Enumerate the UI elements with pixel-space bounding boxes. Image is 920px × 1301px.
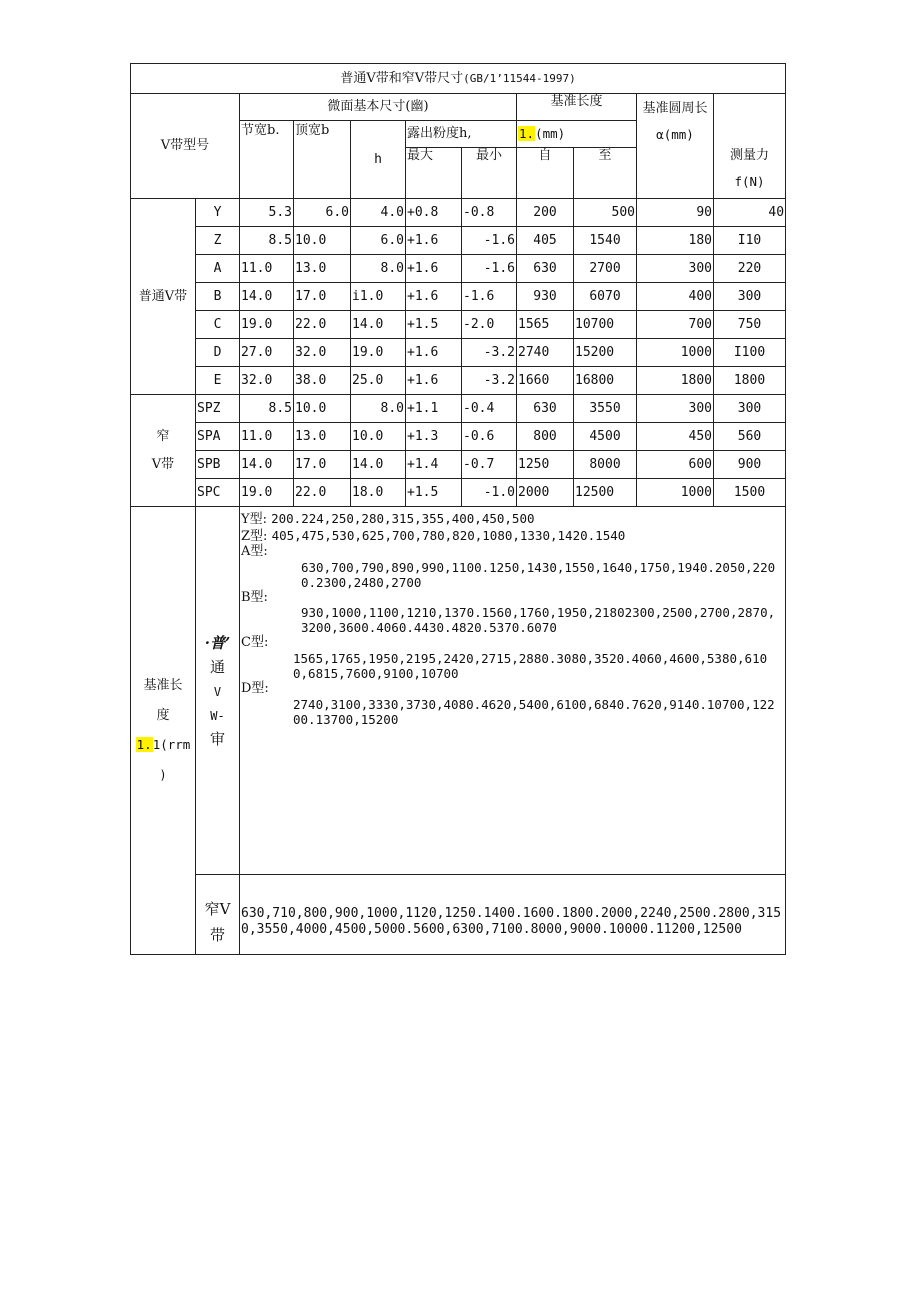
title-text: 普通V带和窄V带尺寸 — [340, 70, 464, 86]
force-value: 900 — [714, 451, 786, 479]
height-value: i1.0 — [351, 283, 406, 311]
exposure-min-value: -0.7 — [462, 451, 517, 479]
force-value: I10 — [714, 227, 786, 255]
circumference-value: 1000 — [637, 339, 714, 367]
top-width-value: 6.0 — [294, 199, 351, 227]
circumference-value: 90 — [637, 199, 714, 227]
top-width-value: 17.0 — [294, 451, 351, 479]
narrow-belt-label — [131, 395, 196, 507]
exposure-min-value: -0.6 — [462, 423, 517, 451]
pitch-width-value: 8.5 — [240, 395, 294, 423]
length-to-value: 500 — [574, 199, 637, 227]
pitch-width-value: 11.0 — [240, 423, 294, 451]
z-series — [241, 528, 781, 545]
length-to-value: 8000 — [574, 451, 637, 479]
exposure-max-value: +0.8 — [406, 199, 462, 227]
length-to-value: 15200 — [574, 339, 637, 367]
length-to-value: 2700 — [574, 255, 637, 283]
exposure-max-value: +1.5 — [406, 479, 462, 507]
exposure-min-value: -0.8 — [462, 199, 517, 227]
force-label: 测量力 — [730, 148, 770, 163]
circumference-unit: α(mm) — [656, 127, 694, 142]
length-unit — [136, 738, 191, 752]
a-series-label: A型: — [241, 544, 268, 560]
length-series-label — [131, 507, 196, 955]
height-value: 14.0 — [351, 311, 406, 339]
force-value: I100 — [714, 339, 786, 367]
belt-model: B — [196, 283, 240, 311]
length-from-value: 630 — [517, 255, 574, 283]
top-width-value: 22.0 — [294, 479, 351, 507]
title-standard: (GB/1’11544-1997) — [463, 71, 576, 85]
datum-length-label: 基准长度 — [550, 94, 603, 109]
c-series-label: C型: — [241, 635, 269, 651]
table-row — [131, 227, 786, 255]
height-value: 8.0 — [351, 395, 406, 423]
length-series-narrow-row — [131, 875, 786, 955]
header-section-dimensions: 微面基本尺寸(幽) — [240, 94, 517, 121]
table-row — [131, 367, 786, 395]
force-value: 300 — [714, 395, 786, 423]
height-value: 19.0 — [351, 339, 406, 367]
exposure-min-value: -2.0 — [462, 311, 517, 339]
force-value: 1800 — [714, 367, 786, 395]
exposure-max-value: +1.6 — [406, 255, 462, 283]
belt-model: C — [196, 311, 240, 339]
exposure-max-value: +1.3 — [406, 423, 462, 451]
length-from-value: 2000 — [517, 479, 574, 507]
table-row — [131, 395, 786, 423]
ordinary-series-line5: 审 — [209, 729, 225, 748]
exposure-max-value: +1.6 — [406, 283, 462, 311]
header-max: 最大 — [406, 148, 462, 199]
table-row — [131, 339, 786, 367]
length-from-value: 1660 — [517, 367, 574, 395]
header-from: 自 — [517, 148, 574, 199]
force-value: 40 — [714, 199, 786, 227]
b-series-label: B型: — [241, 589, 268, 605]
ordinary-belt-label: 普通V带 — [131, 199, 196, 395]
height-value: 10.0 — [351, 423, 406, 451]
d-series-label: D型: — [241, 680, 269, 696]
narrow-label-line1: 窄 — [156, 428, 170, 444]
top-width-value: 13.0 — [294, 423, 351, 451]
table-row — [131, 479, 786, 507]
circumference-value: 1000 — [637, 479, 714, 507]
length-label-line1: 基准长 — [143, 677, 183, 693]
circumference-value: 700 — [637, 311, 714, 339]
force-value: 300 — [714, 283, 786, 311]
z-series-values: 405,475,530,625,700,780,820,1080,1330,1420.1540 — [271, 527, 626, 543]
exposure-max-value: +1.6 — [406, 339, 462, 367]
belt-dimension-table — [130, 63, 786, 955]
header-datum-length — [517, 94, 637, 121]
narrow-label-line2: V带 — [151, 456, 175, 472]
circumference-value: 180 — [637, 227, 714, 255]
exposure-min-value: -1.0 — [462, 479, 517, 507]
force-value: 560 — [714, 423, 786, 451]
ordinary-series-label — [196, 507, 240, 875]
top-width-value: 22.0 — [294, 311, 351, 339]
length-from-value: 1250 — [517, 451, 574, 479]
header-circumference — [637, 94, 714, 199]
top-width-value: 32.0 — [294, 339, 351, 367]
height-value: 6.0 — [351, 227, 406, 255]
top-width-value: 13.0 — [294, 255, 351, 283]
length-to-value: 1540 — [574, 227, 637, 255]
force-unit: f(N) — [734, 174, 765, 189]
length-from-value: 930 — [517, 283, 574, 311]
exposure-max-value: +1.5 — [406, 311, 462, 339]
height-value: 18.0 — [351, 479, 406, 507]
datum-unit-highlight: 1. — [519, 125, 535, 141]
belt-model: Z — [196, 227, 240, 255]
length-to-value: 4500 — [574, 423, 637, 451]
table-row — [131, 311, 786, 339]
height-value: 4.0 — [351, 199, 406, 227]
header-to: 至 — [574, 148, 637, 199]
exposure-max-value: +1.6 — [406, 367, 462, 395]
belt-model: A — [196, 255, 240, 283]
belt-model: SPC — [196, 479, 240, 507]
length-unit-highlight: 1. — [136, 736, 152, 752]
datum-unit: (mm) — [535, 125, 566, 141]
circumference-label: 基准圆周长 — [642, 101, 708, 116]
ordinary-series-line3: V — [213, 684, 222, 699]
exposure-min-value: -3.2 — [462, 367, 517, 395]
ordinary-length-series — [240, 507, 786, 875]
header-pitch-width: 节宽b. — [240, 121, 294, 199]
header-datum-unit — [517, 121, 637, 148]
b-series-values: 930,1000,1100,1210,1370.1560,1760,1950,21802300,2500,2700,2870,3200,3600.4060.4430.4820.5370.6070 — [301, 605, 776, 636]
narrow-length-series-values: 630,710,800,900,1000,1120,1250.1400.1600.1800.2000,2240,2500.2800,3150,3550,4000,4500,5000.5600,6300,7100.8000,9000.10000.11200,12500 — [240, 875, 786, 955]
belt-model: SPB — [196, 451, 240, 479]
header-top-width: 顶宽b — [294, 121, 351, 199]
top-width-value: 10.0 — [294, 395, 351, 423]
height-value: 14.0 — [351, 451, 406, 479]
circumference-value: 300 — [637, 255, 714, 283]
circumference-value: 300 — [637, 395, 714, 423]
top-width-value: 10.0 — [294, 227, 351, 255]
ordinary-series-line1: ·普’ — [204, 633, 231, 652]
length-to-value: 10700 — [574, 311, 637, 339]
height-value: 8.0 — [351, 255, 406, 283]
header-exposure: 露出粉度h, — [406, 121, 517, 148]
length-from-value: 630 — [517, 395, 574, 423]
header-force — [714, 94, 786, 199]
narrow-series-label — [196, 875, 240, 955]
ordinary-series-line2: 通 — [209, 657, 225, 676]
narrow-series-line1: 窄V — [204, 899, 231, 918]
length-unit-close: ) — [159, 767, 167, 782]
header-min: 最小 — [462, 148, 517, 199]
header-h: h — [351, 121, 406, 199]
length-unit-rest: 1(rrm — [152, 736, 191, 752]
length-series-ordinary-row — [131, 507, 786, 875]
table-row — [131, 199, 786, 227]
length-to-value: 16800 — [574, 367, 637, 395]
top-width-value: 17.0 — [294, 283, 351, 311]
length-from-value: 800 — [517, 423, 574, 451]
force-value: 1500 — [714, 479, 786, 507]
length-to-value: 12500 — [574, 479, 637, 507]
length-label-line2: 度 — [156, 707, 170, 723]
pitch-width-value: 32.0 — [240, 367, 294, 395]
y-series — [241, 511, 781, 528]
circumference-value: 600 — [637, 451, 714, 479]
y-series-values: 200.224,250,280,315,355,400,450,500 — [271, 511, 535, 526]
pitch-width-value: 8.5 — [240, 227, 294, 255]
z-series-label: Z型: — [241, 528, 268, 544]
top-width-value: 38.0 — [294, 367, 351, 395]
exposure-max-value: +1.1 — [406, 395, 462, 423]
length-from-value: 405 — [517, 227, 574, 255]
length-to-value: 3550 — [574, 395, 637, 423]
circumference-value: 1800 — [637, 367, 714, 395]
pitch-width-value: 14.0 — [240, 283, 294, 311]
exposure-max-value: +1.6 — [406, 227, 462, 255]
pitch-width-value: 19.0 — [240, 479, 294, 507]
pitch-width-value: 27.0 — [240, 339, 294, 367]
pitch-width-value: 14.0 — [240, 451, 294, 479]
height-value: 25.0 — [351, 367, 406, 395]
a-series-values: 630,700,790,890,990,1100.1250,1430,1550,1640,1750,1940.2050,2200.2300,2480,2700 — [301, 559, 776, 590]
table-row — [131, 423, 786, 451]
exposure-max-value: +1.4 — [406, 451, 462, 479]
exposure-min-value: -1.6 — [462, 255, 517, 283]
length-from-value: 2740 — [517, 339, 574, 367]
table-row — [131, 255, 786, 283]
belt-model: SPA — [196, 423, 240, 451]
length-to-value: 6070 — [574, 283, 637, 311]
table-row — [131, 283, 786, 311]
circumference-value: 450 — [637, 423, 714, 451]
header-belt-type: V带型号 — [131, 94, 240, 199]
narrow-series-line2: 带 — [209, 925, 225, 944]
belt-model: Y — [196, 199, 240, 227]
pitch-width-value: 11.0 — [240, 255, 294, 283]
y-series-label: Y型: — [241, 512, 267, 527]
force-value: 750 — [714, 311, 786, 339]
circumference-value: 400 — [637, 283, 714, 311]
exposure-min-value: -1.6 — [462, 227, 517, 255]
d-series-values: 2740,3100,3330,3730,4080.4620,5400,6100,6840.7620,9140.10700,12200.13700,15200 — [293, 696, 775, 727]
ordinary-series-line4: W- — [210, 708, 225, 723]
pitch-width-value: 5.3 — [240, 199, 294, 227]
belt-model: E — [196, 367, 240, 395]
c-series-values: 1565,1765,1950,2195,2420,2715,2880.3080,3520.4060,4600,5380,6100,6815,7600,9100,10700 — [293, 650, 768, 681]
exposure-min-value: -3.2 — [462, 339, 517, 367]
exposure-min-value: -0.4 — [462, 395, 517, 423]
length-from-value: 200 — [517, 199, 574, 227]
force-value: 220 — [714, 255, 786, 283]
table-title — [131, 64, 786, 94]
belt-model: SPZ — [196, 395, 240, 423]
exposure-min-value: -1.6 — [462, 283, 517, 311]
table-row — [131, 451, 786, 479]
length-from-value: 1565 — [517, 311, 574, 339]
pitch-width-value: 19.0 — [240, 311, 294, 339]
belt-model: D — [196, 339, 240, 367]
